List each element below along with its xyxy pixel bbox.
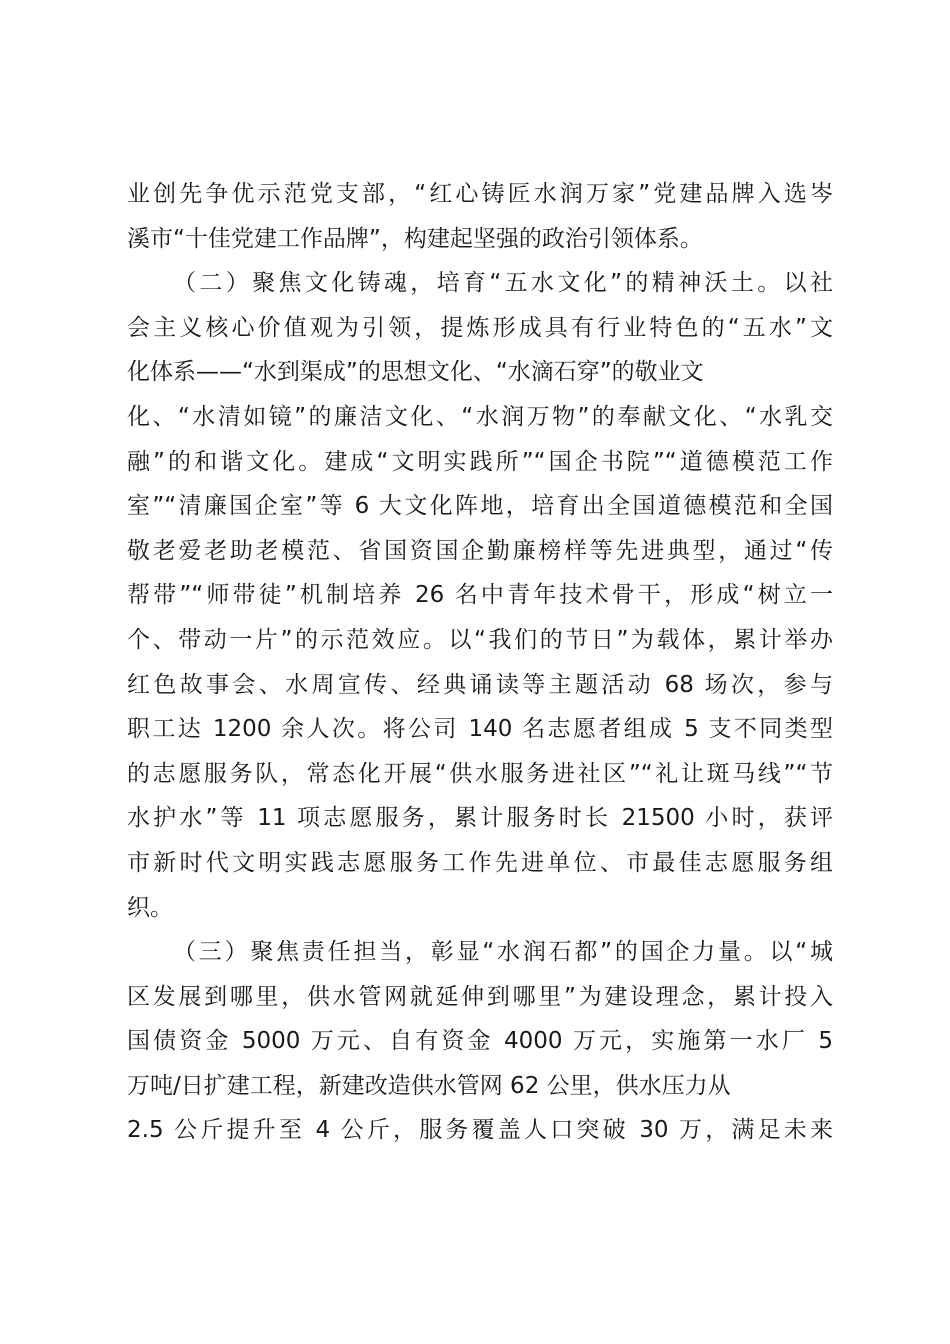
text-line: 国债资金 5000 万元、自有资金 4000 万元，实施第一水厂 5 (127, 1028, 833, 1055)
text-line: 万吨/日扩建工程，新建改造供水管网 62 公里，供水压力从 (127, 1072, 731, 1099)
text-line: 业创先争优示范党支部，“红心铸匠水润万家”党建品牌入选岑 (127, 181, 833, 207)
text-line: 化、“水清如镜”的廉洁文化、“水润万物”的奉献文化、“水乳交 (127, 403, 833, 430)
text-line: 红色故事会、水周宣传、经典诵读等主题活动 68 场次，参与 (127, 671, 833, 698)
text-line: 融”的和谐文化。建成“文明实践所”“国企书院”“道德模范工作 (127, 448, 833, 475)
text-line: 帮带”“师带徒”机制培养 26 名中青年技术骨干，形成“树立一 (127, 582, 833, 609)
text-line: 溪市“十佳党建工作品牌”，构建起坚强的政治引领体系。 (127, 225, 703, 252)
text-line: 职工达 1200 余人次。将公司 140 名志愿者组成 5 支不同类型 (127, 716, 833, 743)
text-line: 区发展到哪里，供水管网就延伸到哪里”为建设理念，累计投入 (127, 983, 833, 1010)
text-line: 会主义核心价值观为引领，提炼形成具有行业特色的“五水”文 (127, 314, 833, 341)
text-line: 室”“清廉国企室”等 6 大文化阵地，培育出全国道德模范和全国 (127, 493, 833, 520)
paragraph-start-line: （三）聚焦责任担当，彰显“水润石都”的国企力量。以“城 (173, 939, 833, 966)
text-line: 敬老爱老助老模范、省国资国企勤廉榜样等先进典型，通过“传 (127, 537, 833, 564)
text-line: 化体系——“水到渠成”的思想文化、“水滴石穿”的敬业文 (127, 359, 704, 386)
text-line: 织。 (127, 894, 173, 921)
text-line: 市新时代文明实践志愿服务工作先进单位、市最佳志愿服务组 (127, 849, 833, 876)
paragraph-start-line: （二）聚焦文化铸魂，培育“五水文化”的精神沃土。以社 (173, 270, 833, 297)
text-line: 的志愿服务队，常态化开展“供水服务进社区”“礼让斑马线”“节 (127, 760, 833, 787)
document-body (127, 172, 833, 1153)
text-line: 2.5 公斤提升至 4 公斤，服务覆盖人口突破 30 万，满足未来 (127, 1117, 833, 1144)
text-line: 个、带动一片”的示范效应。以“我们的节日”为载体，累计举办 (127, 626, 833, 653)
text-line: 水护水”等 11 项志愿服务，累计服务时长 21500 小时，获评 (127, 805, 833, 832)
